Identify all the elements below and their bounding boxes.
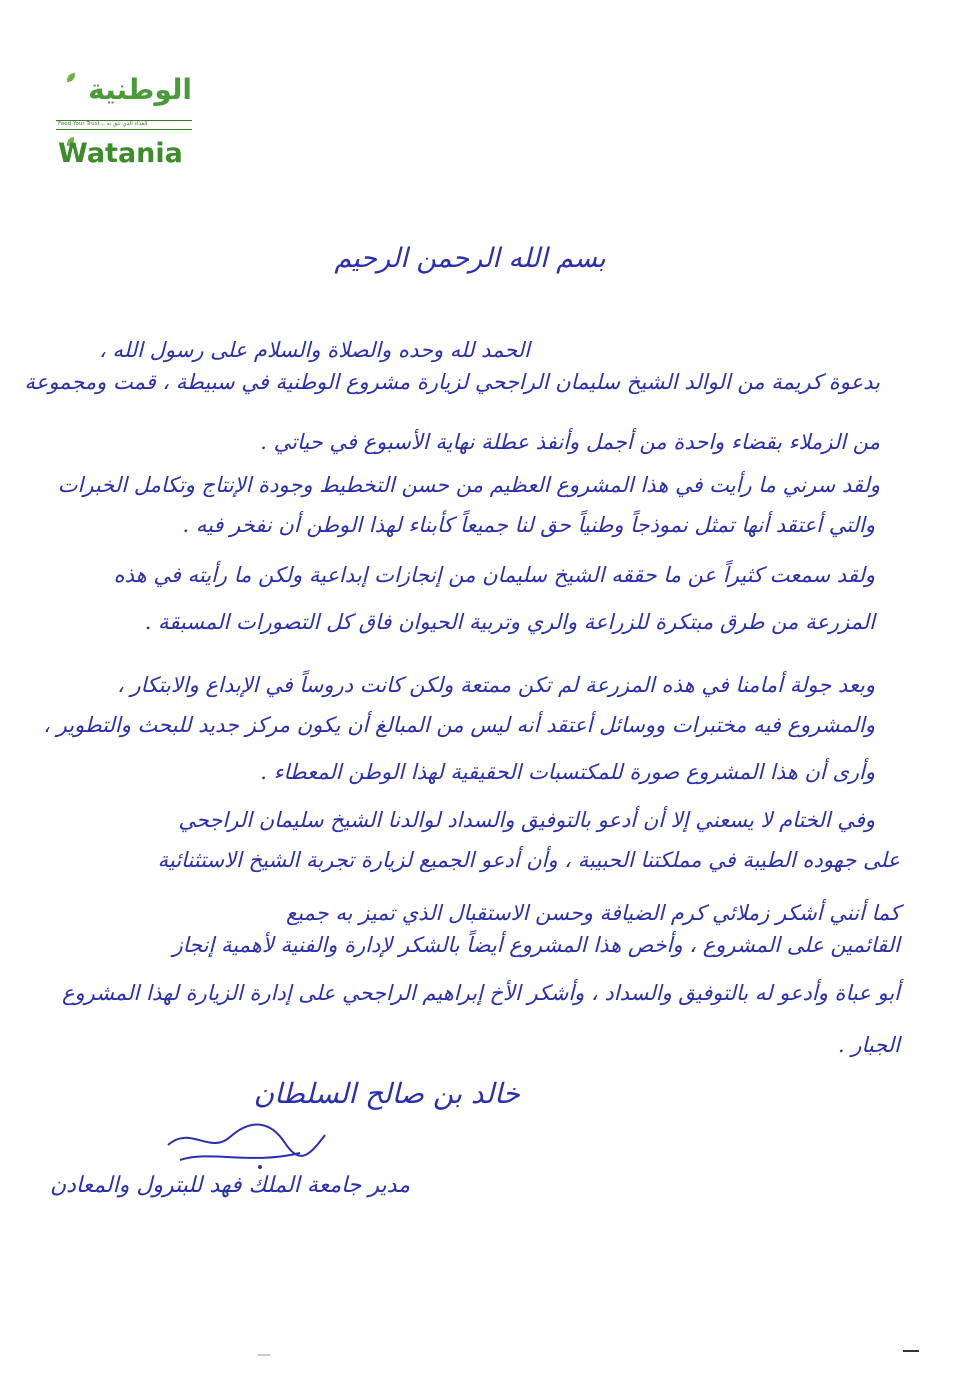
letter-line: بدعوة كريمة من الوالد الشيخ سليمان الراجحي لزيارة مشروع الوطنية في سبيطة ، قمت ومجموعة [24,370,880,394]
letter-line: ولقد سمعت كثيراً عن ما حققه الشيخ سليمان من إنجازات إبداعية ولكن ما رأيته في هذه [113,563,875,587]
letter-line: الحمد لله وحده والصلاة والسلام على رسول الله ، [99,338,530,362]
letter-line: على جهوده الطيبة في مملكتنا الحبيبة ، وأن أدعو الجميع لزيارة تجربة الشيخ الاستثنائية [157,848,900,872]
scan-artifact [903,1350,919,1352]
letter-line: أبو عباة وأدعو له بالتوفيق والسداد ، وأشكر الأخ إبراهيم الراجحي على إدارة الزيارة لهذا المشروع [61,981,900,1005]
letter-line: وفي الختام لا يسعني إلا أن أدعو بالتوفيق والسداد لوالدنا الشيخ سليمان الراجحي [178,808,875,832]
basmala: بسم الله الرحمن الرحيم [334,243,606,274]
letter-line: والتي أعتقد أنها تمثل نموذجاً وطنياً حق لنا جميعاً كأبناء لهذا الوطن أن نفخر فيه . [182,513,875,537]
watania-logo [56,70,196,180]
logo-english-name: Watania [58,138,183,169]
logo-tagline: Feed Your Trust... الغذاء الذي تثق به [58,121,148,127]
letter-line: الجبار . [837,1033,900,1057]
letter-line: المزرعة من طرق مبتكرة للزراعة والري وتربية الحيوان فاق كل التصورات المسبقة . [144,610,875,634]
letter-line: والمشروع فيه مختبرات ووسائل أعتقد أنه ليس من المبالغ أن يكون مركز جديد للبحث والتطوير ، [43,713,875,737]
scan-artifact [258,1354,270,1356]
letter-line: من الزملاء بقضاء واحدة من أجمل وأنفذ عطلة نهاية الأسبوع في حياتي . [260,430,880,454]
logo-arabic-name: الوطنية [88,73,192,106]
letter-line: القائمين على المشروع ، وأخص هذا المشروع أيضاً بالشكر لإدارة والفنية لأهمية إنجاز [172,933,900,957]
signature-title: مدير جامعة الملك فهد للبترول والمعادن [49,1173,410,1198]
letter-line: كما أنني أشكر زملائي كرم الضيافة وحسن الاستقبال الذي تميز به جميع [286,901,900,925]
letter-line: وأرى أن هذا المشروع صورة للمكتسبات الحقيقية لهذا الوطن المعطاء . [260,760,875,784]
letter-line: ولقد سرني ما رأيت في هذا المشروع العظيم من حسن التخطيط وجودة الإنتاج وتكامل الخبرات [57,473,880,497]
signature-name: خالد بن صالح السلطان [253,1077,520,1110]
letter-line: وبعد جولة أمامنا في هذه المزرعة لم تكن ممتعة ولكن كانت دروساً في الإبداع والابتكار ، [117,673,875,697]
signature-scribble [160,1115,330,1170]
